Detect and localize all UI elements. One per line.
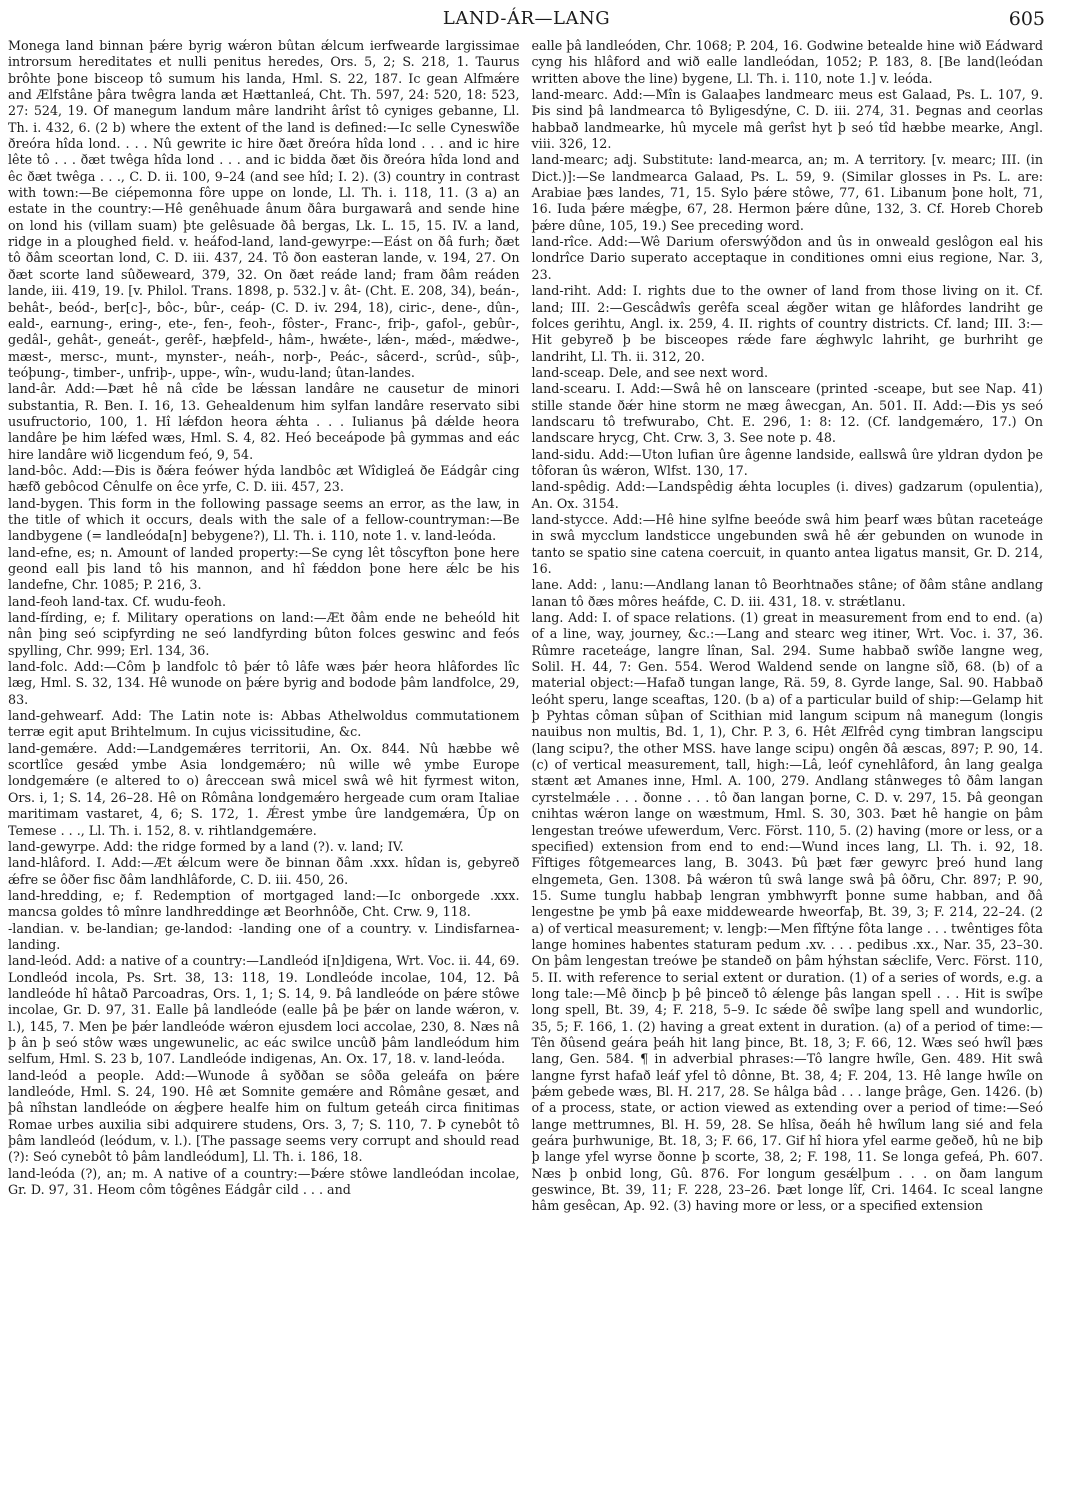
entry-land-riht: land-riht. Add: I. rights due to the owner of land from those living on it. Cf. land; III. 2:—Gescâdwîs gerêfa sceal ǽgðer witan ge hlâfordes landriht ge folces gerihtu, Angl. ix. 259, 4. II. rights of country districts. Cf. land; III. 3:—Hit gebyreð þ be bisceopes rǽde fare ǽghwylc lahriht, ge burhriht ge landriht, Ll. Th. ii. 312, 20. [531,283,1043,364]
entry-land-leod: land-leód. Add: a native of a country:—Landleód i[n]digena, Wrt. Voc. ii. 44, 69. Londleód incola, Ps. Srt. 38, 13: 118, 19. Londleóde incolae, 104, 12. Þâ landleóde hî hâtað Parcoadras, Ors. 1, 1; S. 14, 9. Þâ landleóde on þǽre stôwe incolae, Gr. D. 97, 31. Ealle þâ landleóde (ealle þâ þe þǽr on lande wǽron, v. l.), 145, 7. Men þe þǽr landleóde wǽron ejusdem loci accolae, 230, 8. Næs nâ þ ân þ seó stôw wæs ungewunelic, ac eác swilce uncûð þâm landleódum him selfum, Hml. S. 23 b, 107. Landleóde indigenas, An. Ox. 17, 18. v. land-leóda. [8,953,520,1067]
entry-lane: lane. Add: , lanu:—Andlang lanan tô Beorhtnaðes stâne; of ðâm stâne andlang lanan tô ðæs môres heáfde, C. D. iii. 431, 18. v. strǽtlanu. [531,577,1043,609]
entry-land-spedig: land-spêdig. Add:—Landspêdig ǽhta locuples (i. dives) gadzarum (opulentia), An. Ox. 3154. [531,479,1043,511]
entry-land-boc: land-bôc. Add:—Ðis is ðǽra feówer hýda landbôc æt Wîdigleá ðe Eádgâr cing hæfð gebôcod Cênulfe on êce yrfe, C. D. iii. 457, 23. [8,462,520,495]
running-head: LAND-ÁR—LANG [442,8,611,29]
entry-land-mearc: land-mearc. Add:—Mîn is Galaaþes landmearc meus est Galaad, Ps. L. 107, 9. Þis sind þâ landmearca tô Byligesdýne, C. D. iii. 274, 31. Þegnas and ceorlas habbað landmearke, hû mycele mâ gerîst hyt þ seó tîd hæbbe mearke, Angl. viii. 326, 12. [531,87,1043,152]
right-column [530,38,1044,1493]
entry-land-hredding: land-hredding, e; f. Redemption of mortgaged land:—Ic onborgede .xxx. mancsa goldes tô mînre landhreddinge æt Beorhnôðe, Cht. Crw. 9, 118. [8,887,520,920]
entry-land-gemaere: land-gemǽre. Add:—Landgemǽres territorii, An. Ox. 844. Nû hæbbe wê scortlîce gesǽd ymbe Asia londgemǽro; nû wille wê ymbe Europe londgemǽre (e altered to o) âreccean swâ micel swâ wê hit fyrmest witon, Ors. i, 1; S. 14, 26–28. Hê on Rômâna londgemǽro hergeade cum oram Italiae maritimam vastaret, 4, 6; S. 172, 1. Ǽrest ymbe ûre landgemǽra, Ûp on Temese . . ., Ll. Th. i. 152, 8. v. rihtlandgemǽre. [8,740,520,838]
entry-paragraph: Monega land binnan þǽre byrig wǽron bûtan ǽlcum ierfwearde largissimae introrsum hereditates et nulli penitus heredes, Ors. 5, 2; S. 218, 1. Taurus brôhte þone bisceop tô sumum his landa, Hml. S. 22, 187. Ic gean Alfmǽre and Ælfstâne þâra twêgra landa æt Hættanleá, Cht. Th. 597, 24: 520, 18: 523, 27: 524, 19. Of manegum landum mâre landriht ârîst tô cyniges gebanne, Ll. Th. i. 432, 6. (2 b) where the extent of the land is defined:—Ic selle Cyneswîðe ðreóra hîda lond. . . . Nû gewrite ic hire ðæt ðreóra hîda lond . . . and ic hire lête tô . . . ðæt twêga hîda lond . . . and ic bidda ðæt ðis ðreóra hîda lond and êc ðæt twêga . . ., C. D. ii. 100, 9–24 (and see hîd; I. 2). (3) country in contrast with town:—Be ciépemonna fôre uppe on londe, Ll. Th. i. 118, 11. (3 a) an estate in the country:—Hê genêhuade ânum ðâra burgawarâ and sende hine on lond his (villam suam) þte gelêsuade ðâ bergas, Lk. L. 15, 15. IV. a land, ridge in a ploughed field. v. heáfod-land, land-gewyrpe:—Eást on ðâ furh; ðæt tô ðâm sceortan lond, C. D. iii. 437, 24. Tô ðon easteran lande, v. 194, 27. On ðæt scorte land sûðeweard, 379, 32. On ðæt reáde land; fram ðâm reáden lande, iii. 419, 19. [v. Philol. Trans. 1898, p. 532.] v. ât- (Cht. E. 208, 34), beán-, behât-, beód-, ber[c]-, bôc-, bûr-, ceáp- (C. D. iv. 294, 18), ciric-, dene-, dûn-, eald-, earnung-, ering-, ete-, fen-, feoh-, fôster-, Franc-, friþ-, gafol-, gebûr-, gedâl-, gehât-, geneát-, gerêf-, hæþfeld-, hâm-, hwǽte-, lǽn-, mǽd-, mǽdwe-, mæst-, mersc-, munt-, mynster-, neáh-, norþ-, Peác-, sâcerd-, scrûd-, sûþ-, teóþung-, timber-, unfriþ-, uppe-, wîn-, wudu-land; ûtan-landes. [8,38,520,380]
entry-land-sidu: land-sidu. Add:—Uton lufian ûre âgenne landside, eallswâ ûre yldran dydon þe tôforan ûs wǽron, Wlfst. 130, 17. [531,446,1043,478]
entry-land-leod-people: land-leód a people. Add:—Wunode â syððan se sôða geleáfa on þǽre landleóde, Hml. S. 24, 190. Hê æt Somnite gemǽre and Rômâne gesæt, and þâ nîhstan landleóde on ǽgþere healfe him on fultum geteáh circa finitimas Romae urbes auxilia sibi adquirere studens, Ors. 3, 7; S. 110, 7. Þ cynebôt tô þâm landleód (leódum, v. l.). [The passage seems very corrupt and should read (?): Seó cynebôt tô þâm landleódum], Ll. Th. i. 186, 18. [8,1067,520,1165]
entry-land-ar: land-âr. Add:—Þæt hê nâ cîde be lǽssan landâre ne causetur de minori substantia, R. Ben. I. 16, 13. Gehealdenum him sylfan landâre reservato sibi usufructorio, 100, 1. Hî lǽfdon heora ǽhta . . . Iulianus þâ dǽlde heora landâre þe him lǽfed wæs, Hml. S. 4, 82. Heó beceápode þâ gymmas and eác hire landâre wið licgendum feó, 9, 54. [8,381,520,462]
entry-lang: lang. Add: I. of space relations. (1) great in measurement from end to end. (a) of a line, way, journey, &c.:—Lang and stearc weg itiner, Wrt. Voc. i. 37, 36. Rûmre raceteáge, langre lînan, Sal. 294. Sume habbað swîðe langne weg, Solil. H. 44, 7: Gen. 554. Werod Waldend sende on langne sîð, 68. (b) of a material object:—Hafað tungan lange, Rä. 59, 8. Gyrde lange, Sal. 90. Habbað leóht speru, lange sceaftas, 120. (b a) of a particular build of ship:—Gelamp hit þ Pyhtas côman sûþan of Scithian mid langum scipum nâ manegum (longis nauibus non multis, Bd. 1, 1), Chr. P. 3, 6. Hêt Ælfrêd cyng timbran langscipu (lang scipu?, the other MSS. have lange scipu) ongên ðâ æscas, 897; P. 90, 14. (c) of vertical measurement, tall, high:—Lâ, leóf cynehlâford, ân lang gealga stænt æt Amanes inne, Hml. A. 100, 279. Andlang stânweges tô ðâm langan cyrstelmǽle . . . ðonne . . . tô ðan langan þorne, C. D. v. 297, 15. Þâ geongan cnihtas wǽron lange on wæstmum, Hml. S. 30, 303. Þæt hê hangie on þâm lengestan treówe ufewerdum, Verc. Först. 110, 5. (2) having (more or less, or a specified) extension from end to end:—Wund inces lang, Ll. Th. i. 92, 18. Fîftiges fôtgemearces lang, B. 3043. Þû þæt fær gewyrc þreó hund lang elngemeta, Gen. 1308. Þâ wǽron tû swâ lange swâ þâ ôðru, Chr. 897; P. 90, 15. Sume tunglu habbaþ lengran ymbhwyrft þonne sume habban, and ðâ lengestne þe ymb þâ eaxe middewearde hweorfaþ, Bt. 39, 3; F. 214, 22–24. (2 a) of vertical measurement; v. lengþ:—Men fîftýne fôta lange . . . twêntiges fôta lange homines habentes staturam pedum .xv. . . . pedibus .xx., Nar. 35, 23–30. On þâm lengestan treówe þe standeð on þâm hýhstan sǽclife, Verc. Först. 110, 5. II. with reference to serial extent or duration. (1) of a series of words, e.g. a long tale:—Mê ðincþ þ þê þinceð tô ǽlenge þâs langan spell . . . Hit is swîþe long spell, Bt. 39, 4; F. 218, 5–9. Ic sǽde ðê swîþe lang spell and wundorlic, 35, 5; F. 166, 1. (2) having a great extent in duration. (a) of a period of time:—Tên ðûsend geára þeáh hit lang þince, Bt. 18, 3; F. 66, 12. Wæs seó hwîl þæs lang, Gen. 584. ¶ in adverbial phrases:—Tô langre hwîle, Gen. 489. Hit swâ langne fyrst hafað leáf yfel tô dônne, Bt. 38, 4; F. 204, 13. Hê lange hwîle on þǽm gebede wæs, Bl. H. 217, 28. Se hâlga bâd . . . lange þrâge, Gen. 1426. (b) of a process, state, or action viewed as extending over a period of time:—Seó lange mettrumnes, Bl. H. 59, 28. Se hlîsa, ðeáh hê hwîlum lang sié and fela geára þurhwunige, Bt. 18, 3; F. 66, 17. Gif hî hiora yfel earme geðeð, hû ne biþ þ lange yfel wyrse ðonne þ scorte, 38, 2; F. 198, 11. Se longa gefeá, Ph. 607. Næs þ onbid long, Gû. 876. For longum gesǽlþum . . . on ðam langum geswince, Bt. 39, 11; F. 228, 23–26. Þæt longe lîf, Cri. 1464. Ic sceal langne hâm gesêcan, Ap. 92. (3) having more or less, or a specified extension [531,610,1043,1214]
entry-land-sceap: land-sceap. Dele, and see next word. [531,364,769,380]
entry-landian: -landian. v. be-landian; ge-landod: -landing one of a country. v. Lindisfarnea-landing. [8,920,520,952]
entry-land-bygen: land-bygen. This form in the following passage seems an error, as the law, in the title of which it occurs, deals with the sale of a fellow-countryman:—Be landbygene (= landleóda[n] bebygene?), Ll. Th. i. 110, note 1. v. land-leóda. [8,495,520,544]
entry-land-efne: land-efne, es; n. Amount of landed property:—Se cyng lêt tôscyfton þone here geond eall þis land tô his mannon, and hî fǽddon þone here ǽlc be his landefne, Chr. 1085; P. 216, 3. [8,544,520,593]
entry-land-mearc-adj: land-mearc; adj. Substitute: land-mearca, an; m. A territory. [v. mearc; III. (in Dict.)]:—Se landmearca Galaad, Ps. L. 59, 9. (Similar glosses in Ps. L. are: Arabiae þæs landes, 71, 15. Sylo þǽre stôwe, 77, 61. Libanum þone holt, 71, 16. Iuda þǽre mǽgþe, 67, 28. Hermon þǽre dûne, 132, 3. Cf. Horeb Choreb þǽre dûne, 105, 19.) See preceding word. [531,152,1043,233]
entry-land-scearu: land-scearu. I. Add:—Swâ hê on lansceare (printed -sceape, but see Nap. 41) stille stande ðǽr hine storm ne mæg âwecgan, An. 501. II. Add:—Ðis ys seó landscaru tô trefwurabo, Cht. E. 296, 1: 8: 12. (Cf. landgemǽro, 17.) On landscare hrycg, Cht. Crw. 3, 3. See note p. 48. [531,381,1043,446]
page-header [8,6,1045,32]
entry-land-rice: land-rîce. Add:—Wê Darium oferswýðdon and ûs in onweald geslôgon eal his londrîce Dario superato acceptaque in conditiones omni eius regione, Nar. 3, 23. [531,234,1043,282]
entry-land-gehwearf: land-gehwearf. Add: The Latin note is: Abbas Athelwoldus commutationem terræ egit aput Brihtelmum. In cujus vicissitudine, &c. [8,708,520,740]
entry-land-leoda: land-leóda (?), an; m. A native of a country:—Þǽre stôwe landleódan incolae, Gr. D. 97, 31. Heom côm tôgênes Eádgâr cild . . . and [8,1165,520,1198]
two-column-body [8,38,1043,1493]
entry-land-firding: land-fírding, e; f. Military operations on land:—Æt ðâm ende ne beheóld hit nân þing seó scipfyrding ne seó landfyrding bûton folces geswinc and feós spylling, Chr. 999; Erl. 134, 36. [8,610,520,658]
entry-land-feoh: land-feoh land-tax. Cf. wudu-feoh. [8,593,227,609]
entry-land-folc: land-folc. Add:—Côm þ landfolc tô þǽr tô lâfe wæs þǽr heora hlâfordes lîc læg, Hml. S. 32, 134. Hê wunode on þǽre byrig and bodode þâm landfolce, 29, 83. [8,659,520,707]
entry-land-gewyrpe: land-gewyrpe. Add: the ridge formed by a land (?). v. land; IV. [8,838,404,854]
entry-land-stycce: land-stycce. Add:—Hê hine sylfne beeóde swâ him þearf wæs bûtan raceteáge in swâ mycclum landsticce ungebunden swâ hê ǽr gebunden on wunode in tanto se spatio sine catena coercuit, in quanto antea ligatus mansit, Gr. D. 214, 16. [531,511,1043,576]
page-number: 605 [1008,8,1045,30]
left-column [8,38,520,1493]
entry-continuation: ealle þâ landleóden, Chr. 1068; P. 204, 16. Godwine betealde hine wið Eádward cyng his hlâford and wið ealle landleódan, 1052; P. 183, 8. [Be land(leódan written above the line) bygene, Ll. Th. i. 110, note 1.] v. leóda. [531,38,1043,86]
entry-land-hlaford: land-hlâford. I. Add:—Æt ǽlcum were ðe binnan ðâm .xxx. hîdan is, gebyreð ǽfre se ôðer fisc ðâm landhlâforde, C. D. iii. 450, 26. [8,855,520,887]
